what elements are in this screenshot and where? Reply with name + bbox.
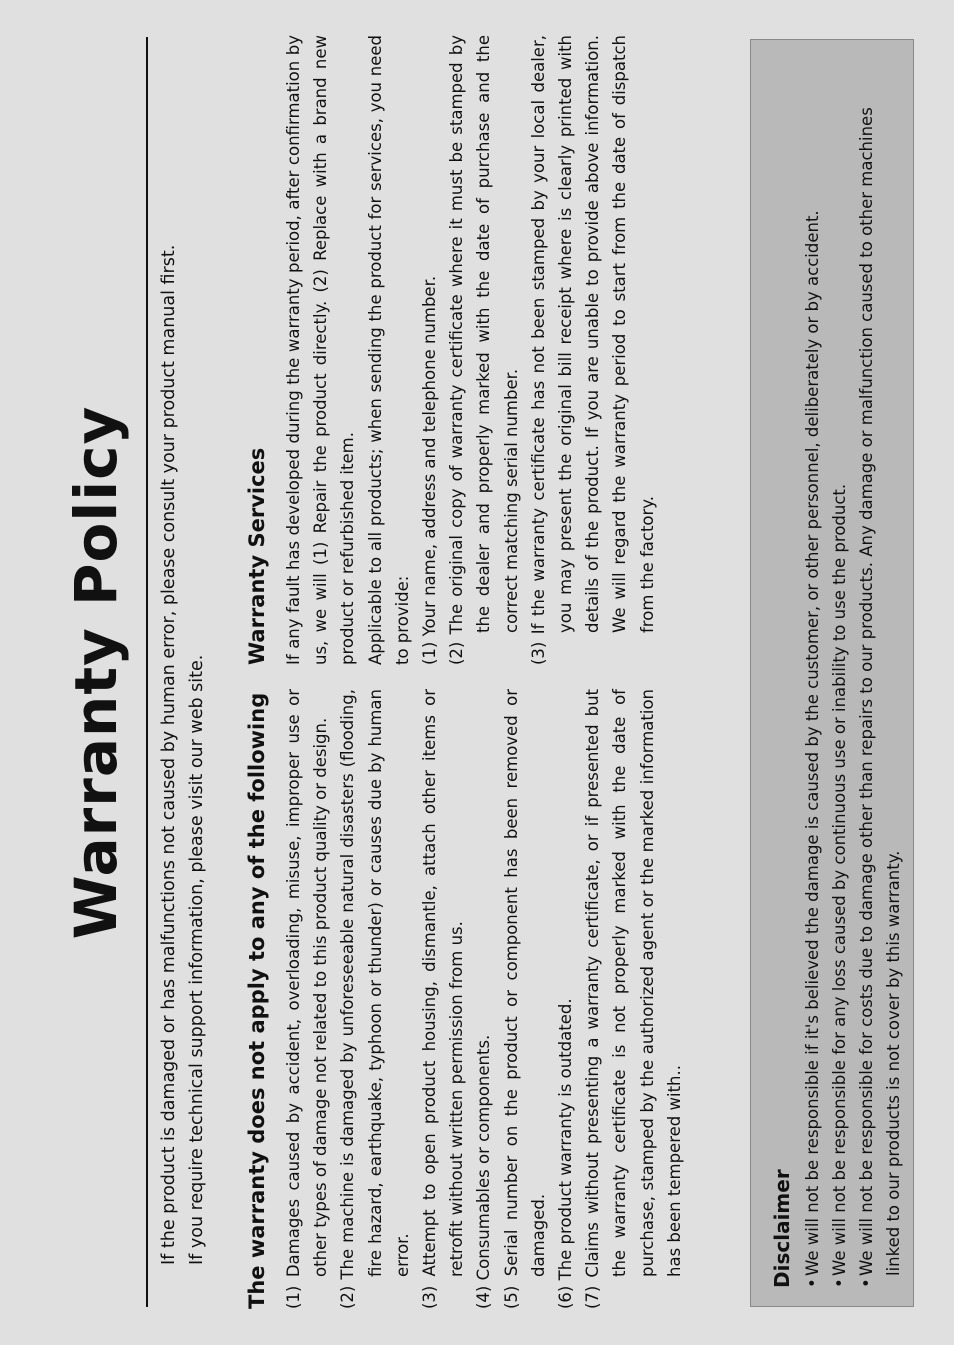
warranty-services-section	[240, 35, 661, 665]
list-item: (7) Claims without presenting a warranty certificate, or if presented but the warranty certificate is not properly marked with the date of purchase, stamped by the authorized agent or the marked information has been tempered with..	[583, 689, 684, 1309]
disclaimer-text: We will not be responsible for costs due to damage other than repairs to our products. Any damage or malfunction caused to other machines linked to our products is not cover by this warranty.	[857, 107, 903, 1276]
intro-line: If the product is damaged or has malfunctions not caused by human error, please consult your product manual first.	[159, 244, 179, 1265]
intro-line: If you require technical support information, please visit our web site.	[187, 654, 207, 1265]
list-item: (6) The product warranty is outdated.	[556, 998, 576, 1309]
bullet-icon: •	[803, 1278, 822, 1288]
list-item: (2) The machine is damaged by unforeseeable natural disasters (flooding, fire hazard, earthquake, typhoon or thunder) or causes due by human error.	[338, 689, 412, 1309]
not-covered-heading: The warranty does not apply to any of the following	[245, 692, 269, 1309]
warranty-services-heading: Warranty Services	[245, 447, 269, 665]
list-item: (4) Consumables or components.	[474, 1034, 494, 1309]
services-paragraph: Applicable to all products; when sending the product for services, you need to provide:	[365, 35, 412, 665]
title-divider	[146, 37, 148, 1307]
disclaimer-list	[799, 58, 907, 1288]
disclaimer-heading: Disclaimer	[770, 1169, 794, 1288]
list-item: (2) The original copy of warranty certificate where it must be stamped by the dealer and properly marked with the date of purchase and the correct matching serial number.	[447, 35, 521, 665]
intro-text	[155, 65, 211, 1265]
services-paragraph: If any fault has developed during the warranty period, after confirmation by us, we will (1) Repair the product directly. (2) Replace with a brand new product or refurbished item.	[284, 35, 358, 665]
list-item: (1) Damages caused by accident, overloading, misuse, improper use or other types of damage not related to this product quality or design.	[284, 689, 331, 1309]
disclaimer-box	[750, 39, 914, 1307]
list-item: (3) Attempt to open product housing, dismantle, attach other items or retrofit without written permission from us.	[420, 689, 467, 1309]
list-item: (5) Serial number on the product or component has been removed or damaged.	[501, 689, 548, 1309]
disclaimer-text: We will not be responsible for any loss caused by continuous use or inability to use the product.	[830, 483, 849, 1276]
list-item	[826, 58, 853, 1288]
list-item: (3) If the warranty certificate has not been stamped by your local dealer, you may present the original bill receipt where is clearly printed with details of the product. If you are unable to provide above information. We will regard the warranty period to start from the date of dispatch from the factory.	[528, 35, 657, 665]
services-list	[416, 35, 661, 665]
list-item	[853, 58, 907, 1288]
page-title: Warranty Policy	[62, 405, 130, 940]
bullet-icon: •	[830, 1278, 849, 1288]
list-item	[799, 58, 826, 1288]
list-item: (1) Your name, address and telephone number.	[420, 275, 440, 665]
not-covered-section	[240, 689, 688, 1309]
disclaimer-text: We will not be responsible if it's believed the damage is caused by the customer, or other personnel, deliberately or by accident.	[803, 210, 822, 1276]
bullet-icon: •	[857, 1278, 876, 1288]
not-covered-list	[280, 689, 688, 1309]
